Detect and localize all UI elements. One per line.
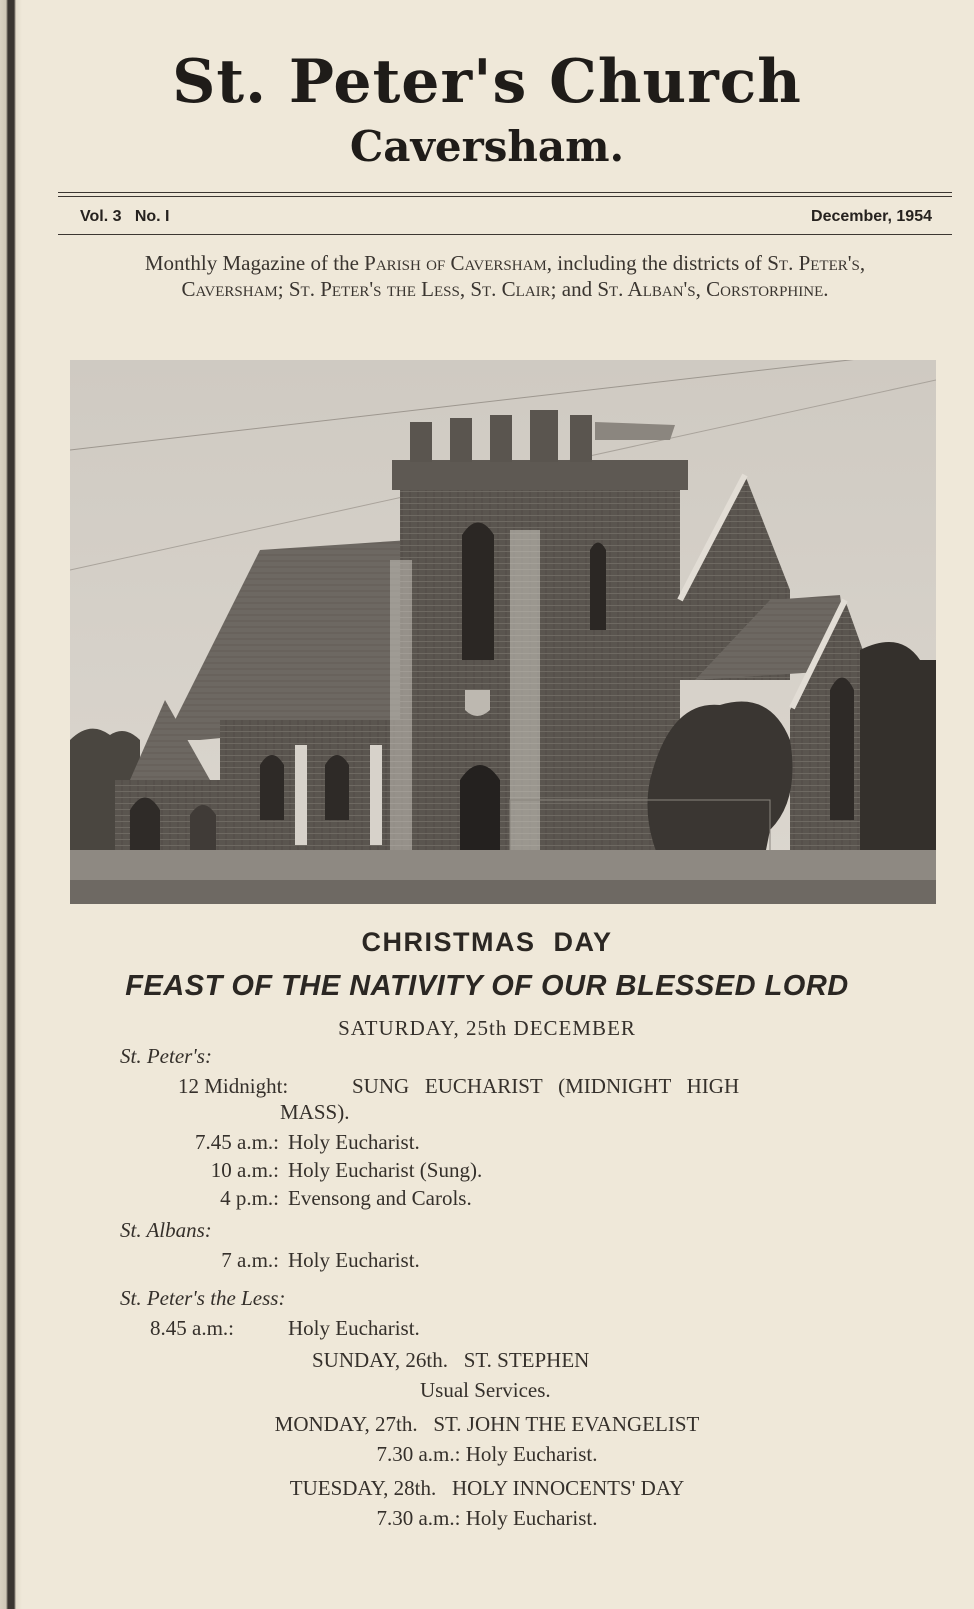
service-description: Holy Eucharist (Sung). [288, 1158, 483, 1182]
church-label: St. Albans: [120, 1218, 212, 1242]
feast-day-heading: SUNDAY, 26th. ST. STEPHEN [312, 1348, 590, 1372]
blurb-text: and [556, 277, 598, 301]
volume-number: Vol. 3 No. I [80, 208, 170, 225]
district-name: St. Alban's, Corstorphine. [597, 277, 829, 301]
district-name: St. Peter's the Less, St. Clair; [288, 277, 557, 301]
parish-name: Parish of Caversham, [364, 251, 553, 275]
service-time: 7 a.m.: [221, 1248, 279, 1272]
service-time: 12 Midnight: [178, 1074, 289, 1098]
blurb-text: including the districts of [552, 251, 768, 275]
feast-day-note: 7.30 a.m.: Holy Eucharist. [376, 1442, 598, 1466]
service-description: Holy Eucharist. [288, 1316, 420, 1340]
feast-day-heading: MONDAY, 27th. ST. JOHN THE EVANGELIST [274, 1412, 700, 1436]
service-time: 7.45 a.m.: [195, 1130, 279, 1154]
masthead [0, 47, 974, 171]
service-description: Evensong and Carols. [288, 1186, 472, 1210]
church-label: St. Peter's the Less: [120, 1286, 286, 1310]
feast-day-heading: TUESDAY, 28th. HOLY INNOCENTS' DAY [289, 1476, 685, 1500]
service-time: 10 a.m.: [210, 1158, 279, 1182]
page-spine [0, 0, 22, 1609]
blurb-text: Monthly Magazine of the [144, 251, 365, 275]
issue-date: December, 1954 [811, 208, 932, 225]
top-rule-double [58, 196, 952, 197]
issue-bar [80, 208, 932, 226]
feast-day-note: Usual Services. [420, 1378, 551, 1402]
district-name: St. Peter's, Caversham; [181, 251, 866, 301]
feast-heading: FEAST OF THE NATIVITY OF OUR BLESSED LORD [125, 970, 849, 1002]
issue-bar-rule [58, 234, 952, 235]
page-title: St. Peter's Church [172, 47, 802, 117]
service-description: Holy Eucharist. [288, 1248, 420, 1272]
service-time: 4 p.m.: [220, 1186, 279, 1210]
feast-day-note: 7.30 a.m.: Holy Eucharist. [376, 1506, 598, 1530]
service-description-continued: MASS). [280, 1100, 350, 1124]
service-time: 8.45 a.m.: [150, 1316, 234, 1340]
church-photograph [70, 360, 936, 904]
page-subtitle: Caversham. [349, 122, 625, 171]
service-description: SUNG EUCHARIST (MIDNIGHT HIGH [352, 1074, 740, 1098]
top-rule [58, 192, 952, 193]
service-description: Holy Eucharist. [288, 1130, 420, 1154]
section-heading: CHRISTMAS DAY [361, 927, 613, 957]
magazine-description [110, 250, 900, 302]
church-label: St. Peter's: [120, 1044, 212, 1068]
date-heading: SATURDAY, 25th DECEMBER [338, 1016, 636, 1040]
